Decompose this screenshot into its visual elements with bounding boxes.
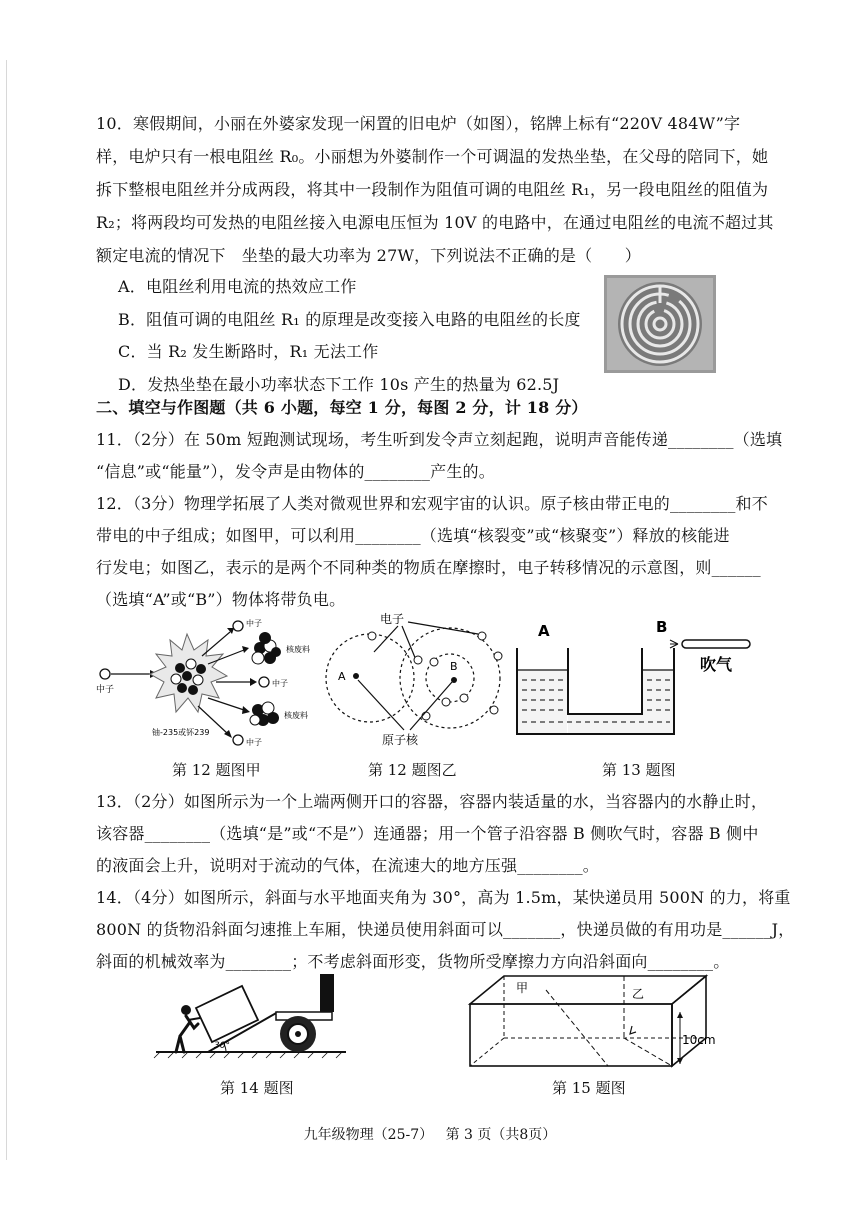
label-neutron-1: 中子 <box>246 619 262 628</box>
label-blow: 吹气 <box>700 655 733 674</box>
label-height: 10cm <box>682 1033 716 1047</box>
q13-line-1: 13．（2分）如图所示为一个上端两侧开口的容器，容器内装适量的水，当容器内的水静止时， <box>96 792 768 811</box>
label-side-b: B <box>656 618 668 636</box>
fig12a-fission-diagram <box>92 612 332 752</box>
fig12a-caption: 第 12 题图甲 <box>172 761 261 779</box>
stove-photo <box>604 275 716 373</box>
label-fragment-1: 核废料 <box>286 645 310 654</box>
label-yi: 乙 <box>632 987 645 1001</box>
fig13-caption: 第 13 题图 <box>602 761 676 779</box>
label-incoming-neutron: 中子 <box>96 685 115 695</box>
q11-line-2: “信息”或“能量”），发令声是由物体的________产生的。 <box>96 462 495 481</box>
label-object-b: B <box>450 660 458 673</box>
label-uranium: 铀-235或钚239 <box>152 728 210 737</box>
incoming-neutron <box>100 669 110 679</box>
q10-option-d: D．发热坐垫在最小功率状态下工作 10s 产生的热量为 62.5J <box>118 375 560 394</box>
q10-option-a: A．电阻丝利用电流的热效应工作 <box>118 277 357 296</box>
label-incline-angle: 30° <box>214 1041 230 1051</box>
footer-page-number: 第 3 页（共8页） <box>445 1127 557 1143</box>
label-neutron-3: 中子 <box>246 738 262 747</box>
label-side-a: A <box>538 622 550 640</box>
q13-line-2: 该容器________（选填“是”或“不是”）连通器；用一个管子沿容器 B 侧吹气时，容器 B 侧中 <box>96 824 759 843</box>
label-neutron-2: 中子 <box>272 679 288 688</box>
q12-line-4: （选填“A”或“B”）物体将带负电。 <box>96 590 346 609</box>
q14-line-3: 斜面的机械效率为________；不考虑斜面形变，货物所受摩擦力方向沿斜面向________。 <box>96 952 730 971</box>
q10-option-b: B．阻值可调的电阻丝 R₁ 的原理是改变接入电路的电阻丝的长度 <box>118 310 581 329</box>
section-2-title: 二、填空与作图题（共 6 小题，每空 1 分，每图 2 分，计 18 分） <box>96 398 588 417</box>
label-nucleus: 原子核 <box>382 733 419 747</box>
q11-line-1: 11．（2分）在 50m 短跑测试现场，考生听到发令声立刻起跑，说明声音能传递________（选填 <box>96 430 783 449</box>
footer-subject: 九年级物理（25-7） <box>303 1127 434 1143</box>
q10-line-1: 10．寒假期间，小丽在外婆家发现一闲置的旧电炉（如图），铭牌上标有“220V 484W”字 <box>96 114 741 133</box>
label-jia: 甲 <box>516 981 529 995</box>
page-footer <box>0 1124 860 1144</box>
q10-option-c: C．当 R₂ 发生断路时，R₁ 无法工作 <box>118 342 379 361</box>
q14-line-2: 800N 的货物沿斜面匀速推上车厢，快递员使用斜面可以_______，快递员做的有用功是______J， <box>96 920 795 939</box>
fig12b-electron-transfer-diagram <box>318 610 508 750</box>
label-electron: 电子 <box>380 612 405 626</box>
page-edge-line <box>6 60 7 1160</box>
q10-line-3: 拆下整根电阻丝并分成两段，将其中一段制作为阻值可调的电阻丝 R₁，另一段电阻丝的阻值为 <box>96 180 769 199</box>
q12-line-1: 12．（3分）物理学拓展了人类对微观世界和宏观宇宙的认识。原子核由带正电的________和不 <box>96 494 768 513</box>
fig12b-caption: 第 12 题图乙 <box>368 761 457 779</box>
q14-line-1: 14．（4分）如图所示，斜面与水平地面夹角为 30°，高为 1.5m，某快递员用 500N 的力，将重 <box>96 888 791 907</box>
q12-line-2: 带电的中子组成；如图甲，可以利用________（选填“核裂变”或“核聚变”）释放的核能进 <box>96 526 730 545</box>
fig14-incline-diagram <box>150 968 350 1060</box>
fig14-caption: 第 14 题图 <box>220 1079 294 1097</box>
q13-line-3: 的液面会上升，说明对于流动的气体，在流速大的地方压强________。 <box>96 856 600 875</box>
label-fragment-2: 核废料 <box>284 711 308 720</box>
q12-line-3: 行发电；如图乙，表示的是两个不同种类的物质在摩擦时，电子转移情况的示意图，则______ <box>96 558 761 577</box>
fig13-container-diagram <box>512 618 772 748</box>
q10-line-2: 样，电炉只有一根电阻丝 R₀。小丽想为外婆制作一个可调温的发热坐垫，在父母的陪同下，她 <box>96 147 769 166</box>
q10-line-4: R₂；将两段均可发热的电阻丝接入电源电压恒为 10V 的电路中，在通过电阻丝的电流不超过其 <box>96 213 774 232</box>
label-object-a: A <box>338 670 346 683</box>
fig15-caption: 第 15 题图 <box>552 1079 626 1097</box>
q10-line-5: 额定电流的情况下 坐垫的最大功率为 27W，下列说法不正确的是（ ） <box>96 246 641 265</box>
fig15-box-diagram <box>464 972 726 1072</box>
